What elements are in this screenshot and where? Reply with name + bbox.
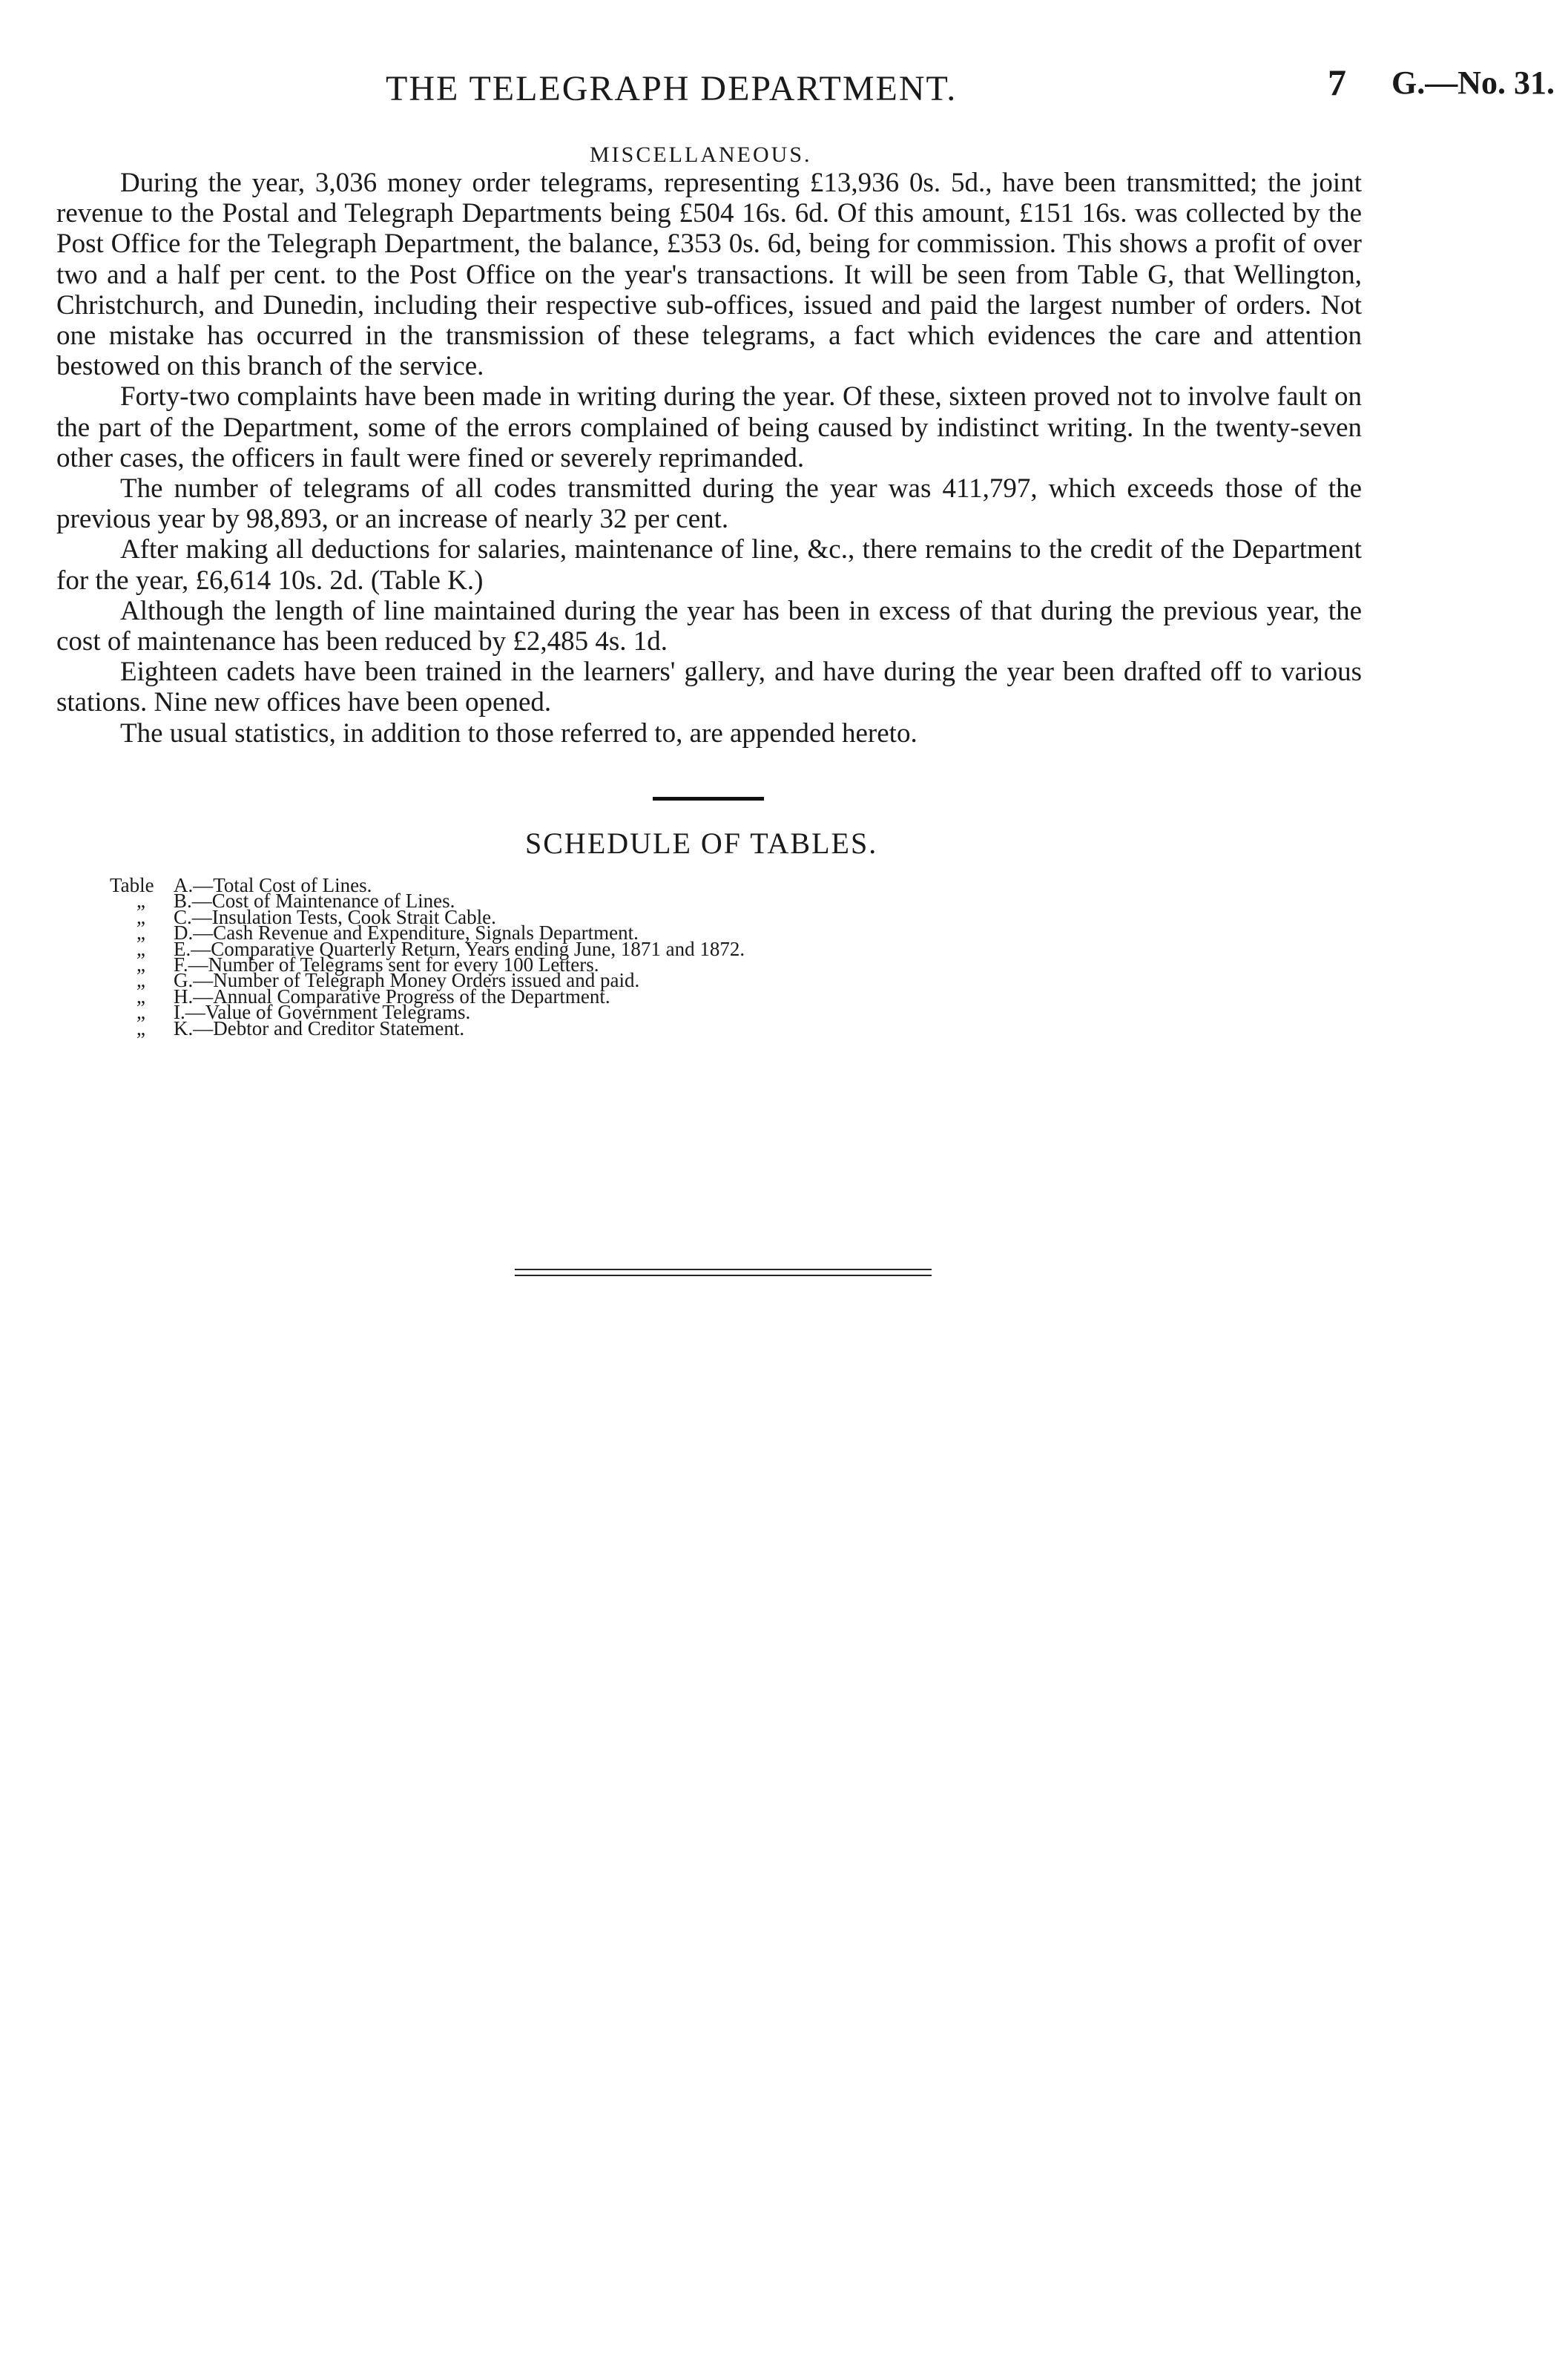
list-item-text: E.—Comparative Quarterly Return, Years ending June, 1871 and 1872. <box>174 937 745 960</box>
list-item-text: B.—Cost of Maintenance of Lines. <box>174 890 455 913</box>
page-number: 7 <box>1328 62 1346 103</box>
page-title: THE TELEGRAPH DEPARTMENT. <box>386 69 958 108</box>
list-item-text: H.—Annual Comparative Progress of the Department. <box>174 985 610 1008</box>
ditto-mark: „ <box>136 1016 145 1039</box>
paragraph: Forty-two complaints have been made in writing during the year. Of these, sixteen proved not to involve fault on the part of the Department, some of the errors complained of being caused by indistinct writing. In the twenty-seven other cases, the officers in fault were fined or severely reprimanded. <box>56 381 1362 473</box>
list-item-text: A.—Total Cost of Lines. <box>174 874 372 896</box>
section-heading-miscellaneous: MISCELLANEOUS. <box>590 142 812 167</box>
ditto-mark: „ <box>136 953 145 976</box>
section-heading-schedule: SCHEDULE OF TABLES. <box>525 827 878 860</box>
list-prefix: Table <box>110 874 154 896</box>
ditto-mark: „ <box>136 969 145 992</box>
list-item <box>110 1016 745 1039</box>
list-item-text: C.—Insulation Tests, Cook Strait Cable. <box>174 905 496 928</box>
ditto-mark: „ <box>136 905 145 928</box>
paragraph: After making all deductions for salaries, maintenance of line, &c., there remains to the credit of the Department for the year, £6,614 10s. 2d. (Table K.) <box>56 534 1362 596</box>
list-item-text: F.—Number of Telegrams sent for every 100 Letters. <box>174 953 599 976</box>
list-item-text: K.—Debtor and Creditor Statement. <box>174 1016 465 1039</box>
paragraph: The number of telegrams of all codes transmitted during the year was 411,797, which exceeds those of the previous year by 98,893, or an increase of nearly 32 per cent. <box>56 473 1362 535</box>
ditto-mark: „ <box>136 890 145 913</box>
end-rule <box>515 1269 932 1276</box>
section-divider <box>653 797 764 801</box>
document-reference: G.—No. 31. <box>1391 65 1555 101</box>
paragraph: During the year, 3,036 money order telegrams, representing £13,936 0s. 5d., have been transmitted; the joint revenue to the Postal and Telegraph Departments being £504 16s. 6d. Of this amount, £151 16s. was collected by the Post Office for the Telegraph Department, the balance, £353 0s. 6d, being for commission. This shows a profit of over two and a half per cent. to the Post Office on the year's transactions. It will be seen from Table G, that Wellington, Christchurch, and Dunedin, including their respective sub-offices, issued and paid the largest number of orders. Not one mistake has occurred in the transmission of these telegrams, a fact which evidences the care and attention bestowed on this branch of the service. <box>56 168 1362 382</box>
schedule-list <box>110 874 745 1039</box>
ditto-mark: „ <box>136 937 145 960</box>
list-item-text: D.—Cash Revenue and Expenditure, Signals Department. <box>174 922 639 945</box>
ditto-mark: „ <box>136 922 145 945</box>
paragraph: The usual statistics, in addition to those referred to, are appended hereto. <box>120 717 918 749</box>
miscellaneous-body <box>56 168 1362 749</box>
ditto-mark: „ <box>136 1001 145 1024</box>
list-item-text: G.—Number of Telegraph Money Orders issued and paid. <box>174 969 640 992</box>
list-item-text: I.—Value of Government Telegrams. <box>174 1001 471 1024</box>
paragraph: Eighteen cadets have been trained in the learners' gallery, and have during the year been drafted off to various stations. Nine new offices have been opened. <box>56 657 1362 718</box>
ditto-mark: „ <box>136 985 145 1008</box>
paragraph: Although the length of line maintained during the year has been in excess of that during the previous year, the cost of maintenance has been reduced by £2,485 4s. 1d. <box>56 595 1362 657</box>
